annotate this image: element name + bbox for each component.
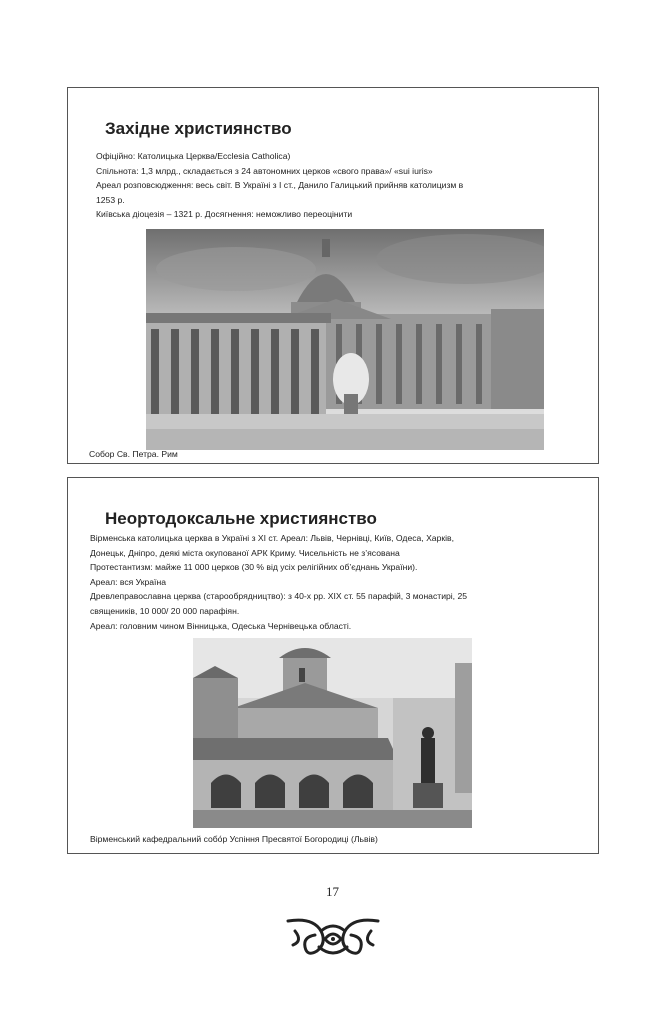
slide-non-orthodox-christianity — [67, 477, 599, 854]
text-line: Древлеправославна церква (старообрядництво): з 40-х рр. XIX ст. 55 парафій, 3 монастирі, 25 — [90, 591, 468, 602]
slide-title: Неортодоксальне християнство — [105, 509, 377, 528]
text-line: Спільнота: 1,3 млрд., складається з 24 автономних церков «свого права»/ «sui iuris» — [96, 165, 433, 176]
text-line: Офіційно: Католицька Церква/Ecclesia Catholica) — [96, 151, 291, 161]
st-peters-basilica-photo — [146, 229, 544, 450]
text-line: Вірменська католицька церква в Україні з XI ст. Ареал: Львів, Чернівці, Київ, Одеса, Харків, — [90, 533, 454, 543]
slide-western-christianity — [67, 87, 599, 464]
text-line: Ареал розповсюдження: весь світ. В Україні з I ст., Данило Галицький прийняв католицизм в — [96, 180, 464, 191]
text-line: Київська діоцезія – 1321 р. Досягнення: неможливо переоцінити — [96, 209, 353, 220]
text-line: Ареал: головним чином Вінницька, Одеська Чернівецька області. — [90, 620, 352, 631]
slide-text — [90, 531, 580, 633]
text-line: 1253 р. — [96, 194, 125, 205]
text-line: Ареал: вся Україна — [90, 576, 166, 587]
armenian-cathedral-photo — [193, 638, 472, 828]
text-line: Донецьк, Дніпро, деякі міста окупованої АРК Криму. Чисельність не з’ясована — [90, 547, 400, 558]
photo-caption: Собор Св. Петра. Рим — [89, 449, 178, 459]
slide-text — [96, 149, 576, 222]
page-number: 17 — [326, 884, 339, 899]
celtic-knot-ornament-icon — [283, 913, 383, 959]
photo-caption: Вірменський кафедральний собо́р Успіння Пресвятої Богородиці (Львів) — [90, 834, 378, 844]
slide-title: Західне християнство — [105, 119, 292, 138]
text-line: Протестантизм: майже 11 000 церков (30 % від усіх релігійних об’єднань України). — [90, 562, 418, 573]
text-line: священиків, 10 000/ 20 000 парафіян. — [90, 605, 240, 616]
